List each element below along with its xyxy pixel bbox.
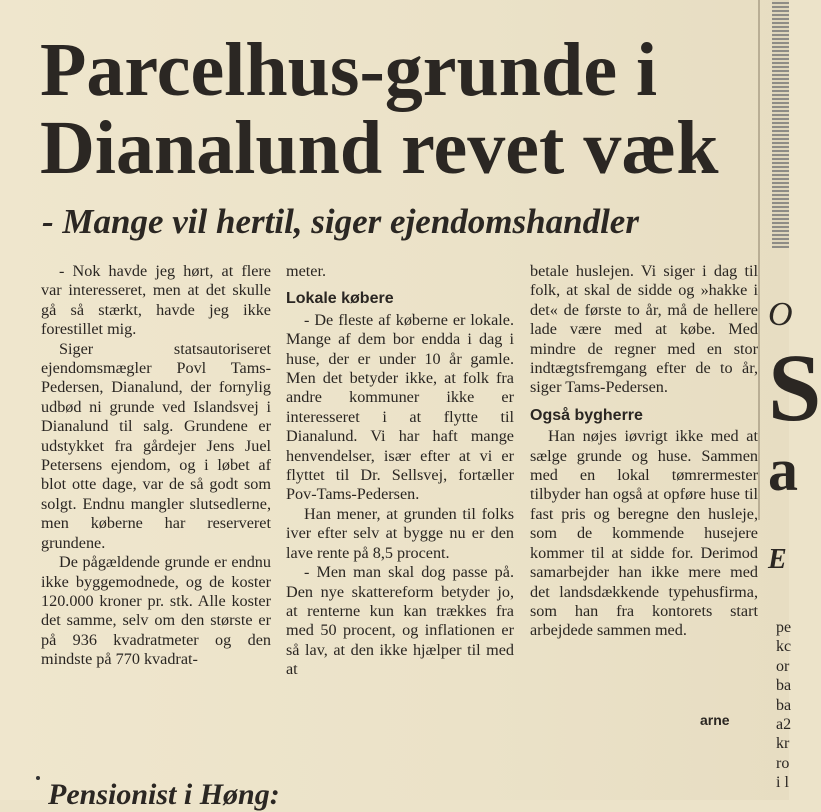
- edge-text: ba: [776, 677, 792, 694]
- edge-fragment: E: [768, 544, 787, 575]
- bullet-dot: [36, 776, 40, 780]
- paragraph: - Men man skal dog passe på. Den nye skattereform betyder jo, at renterne kun kan trækkes fra med 50 procent, og inflationen er så lav, at den ikke hjælper til med at: [286, 563, 514, 679]
- edge-text: pe: [776, 619, 792, 636]
- paragraph: Han mener, at grunden til folks iver efter selv at bygge nu er den lave rente på 8,5 procent.: [286, 504, 514, 562]
- article-column-2: [286, 262, 514, 680]
- border-pattern: [772, 0, 789, 248]
- author-signature: arne: [700, 712, 730, 728]
- edge-text: ro: [776, 755, 790, 772]
- section-heading: Lokale købere: [286, 290, 394, 308]
- headline-line-1: Parcelhus-grunde i: [40, 28, 658, 112]
- subheadline: - Mange vil hertil, siger ejendomshandler: [42, 202, 639, 241]
- edge-fragment: S: [768, 334, 821, 441]
- paragraph: De pågældende grunde er endnu ikke byggemodnede, og de koster 120.000 kroner pr. stk. Alle koster det samme, selv om den største er på 936 kvadratmeter og den mindste på 770 kvadrat-: [41, 553, 271, 669]
- edge-text: or: [776, 658, 790, 675]
- edge-text: kr: [776, 735, 790, 752]
- article-column-3: [530, 262, 758, 641]
- paragraph: Han nøjes iøvrigt ikke med at sælge grunde og huse. Sammen med en lokal tømrermester tilbyder han også at opføre huse til fast pris og beregne den husleje, som de kommende husejere kommer til at sidde for. Derimod samarbejder han ikke mere med det landsdækkende typehusfirma, som han fra kontorets start arbejdede sammen med.: [530, 427, 758, 640]
- paragraph: meter.: [286, 262, 327, 280]
- edge-text: a2: [776, 716, 792, 733]
- paragraph: betale huslejen. Vi siger i dag til folk, at skal de sidde og »hakke i det« de første to år, må de hellere lade være med at købe. Med mindre de regner med en stor indtægtsfremgang efter de to år, siger Tams-Pedersen.: [530, 262, 758, 397]
- edge-text: ba: [776, 697, 792, 714]
- paragraph: Siger statsautoriseret ejendomsmægler Povl Tams-Pedersen, Dianalund, der fornylig udbød ni grunde ved Islandsvej i Dianalund til salg. Grundene er udstykket fra gårdejer Jens Juel Petersens ejendom, og i løbet af blot otte dage, var de så godt som solgt. Endnu mangler slutsedlerne, men køberne har reserveret grundene.: [41, 339, 271, 552]
- edge-text: kc: [776, 638, 792, 655]
- paragraph: - Nok havde jeg hørt, at flere var interesseret, men at det skulle gå så stærkt, havde jeg ikke forestillet mig.: [41, 262, 271, 339]
- section-heading: Også bygherre: [530, 406, 643, 424]
- edge-fragment: a: [768, 437, 798, 503]
- headline-line-2: Dianalund revet væk: [40, 106, 719, 190]
- next-article-headline: Pensionist i Høng:: [48, 778, 280, 811]
- article-column-1: [41, 262, 271, 670]
- edge-fragment: O: [768, 296, 793, 333]
- edge-text: i l: [776, 774, 789, 791]
- paragraph: - De fleste af køberne er lokale. Mange af dem bor endda i dag i huse, der er under 10 år gamle. Men det betyder ikke, at folk fra andre kommuner ikke er interesseret i at flytte til Dianalund. Vi har haft mange henvendelser, især efter at vi er flyttet til Dr. Sellsvej, fortæller Pov-Tams-Pedersen.: [286, 310, 514, 504]
